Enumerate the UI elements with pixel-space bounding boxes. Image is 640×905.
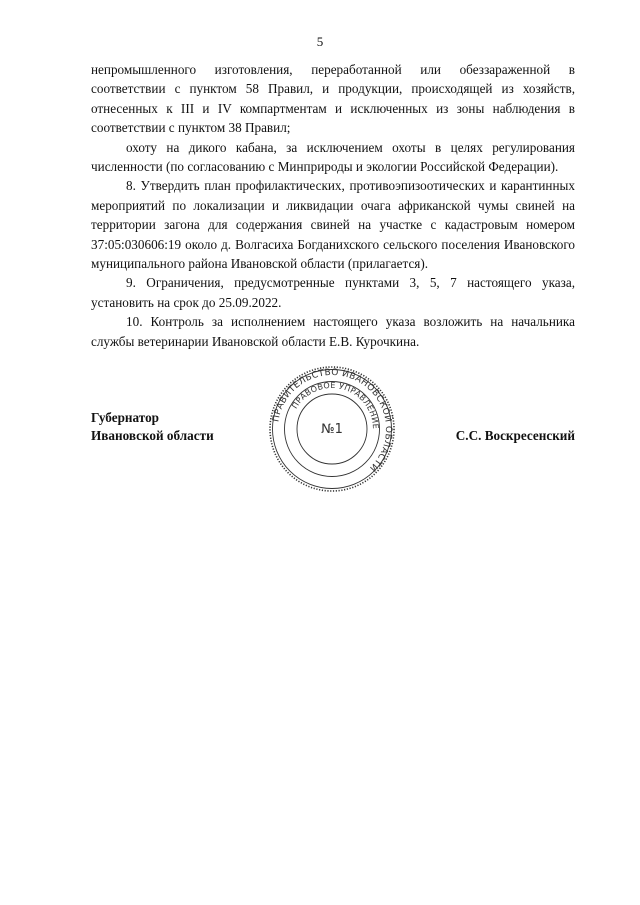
signatory-name: С.С. Воскресенский bbox=[455, 428, 575, 443]
paragraph: 8. Утвердить план профилактических, противоэпизоотических и карантинных мероприятий по локализации и ликвидации очага африканской чумы свиней на территории загона для содержания свиней на участке с кадастровым номером 37:05:030606:19 около д. Волгасиха Богданихского сельского поселения Ивановского муниципального района Ивановской области (прилагается). bbox=[91, 178, 575, 272]
signatory-title-line: Губернатор bbox=[91, 410, 159, 425]
seal-number: №1 bbox=[321, 422, 343, 437]
signatory-title bbox=[91, 409, 214, 445]
seal-outer-text: ПРАВИТЕЛЬСТВО ИВАНОВСКОЙ ОБЛАСТИ bbox=[271, 367, 394, 474]
paragraph: 10. Контроль за исполнением настоящего указа возложить на начальника службы ветеринарии Ивановской области Е.В. Курочкина. bbox=[91, 314, 575, 349]
paragraph: непромышленного изготовления, переработанной или обеззараженной в соответствии с пунктом 58 Правил, и продукции, происходящей из хозяйств, отнесенных к III и IV компартментам и исключенных из зоны наблюдения в соответствии с пунктом 38 Правил; bbox=[91, 62, 575, 136]
paragraph: 9. Ограничения, предусмотренные пунктами 3, 5, 7 настоящего указа, установить на срок до 25.09.2022. bbox=[91, 275, 575, 310]
paragraph: охоту на дикого кабана, за исключением охоты в целях регулирования численности (по согласованию с Минприроды и экологии Российской Федерации). bbox=[91, 139, 575, 175]
signatory-title-line: Ивановской области bbox=[91, 428, 214, 443]
official-seal bbox=[268, 365, 396, 493]
document-body bbox=[91, 60, 575, 351]
page-number: 5 bbox=[316, 34, 324, 49]
seal-inner-text: ПРАВОВОЕ УПРАВЛЕНИЕ bbox=[290, 380, 381, 430]
